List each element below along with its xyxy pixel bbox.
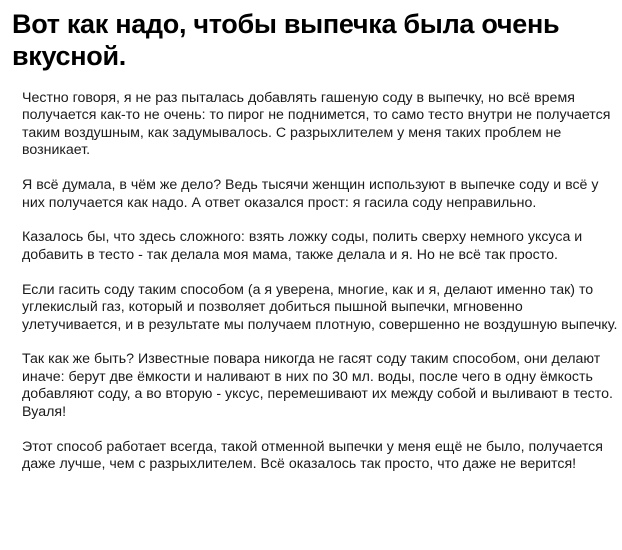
article-paragraph: Я всё думала, в чём же дело? Ведь тысячи женщин используют в выпечке соду и всё у них получается как надо. А ответ оказался прост: я гасила соду неправильно. xyxy=(22,177,599,211)
article-paragraph: Честно говоря, я не раз пыталась добавлять гашеную соду в выпечку, но всё время получается как-то не очень: то пирог не поднимется, то само тесто внутри не получается таким воздушным, как задумывалось. С разрыхлителем у меня таких проблем не возникает. xyxy=(22,90,611,159)
article-paragraph: Если гасить соду таким способом (а я уверена, многие, как и я, делают именно так) то углекислый газ, который и позволяет добиться пышной выпечки, мгновенно улетучивается, и в результате мы получаем плотную, совершенно не воздушную выпечку. xyxy=(22,281,618,333)
article-paragraph: Казалось бы, что здесь сложного: взять ложку соды, полить сверху немного уксуса и добавить в тесто - так делала моя мама, также делала и я. Но не всё так просто. xyxy=(22,229,583,263)
article-body xyxy=(22,90,618,491)
article-paragraph: Этот способ работает всегда, такой отменной выпечки у меня ещё не было, получается даже лучше, чем с разрыхлителем. Всё оказалось так просто, что даже не верится! xyxy=(22,438,603,472)
article-title: Вот как надо, чтобы выпечка была очень вкусной. xyxy=(12,9,560,71)
article-paragraph: Так как же быть? Известные повара никогда не гасят соду таким способом, они делают иначе: берут две ёмкости и наливают в них по 30 мл. воды, после чего в одну ёмкость добавляют соду, а во вторую - уксус, перемешивают их между собой и выливают в тесто. Вуаля! xyxy=(22,351,613,420)
